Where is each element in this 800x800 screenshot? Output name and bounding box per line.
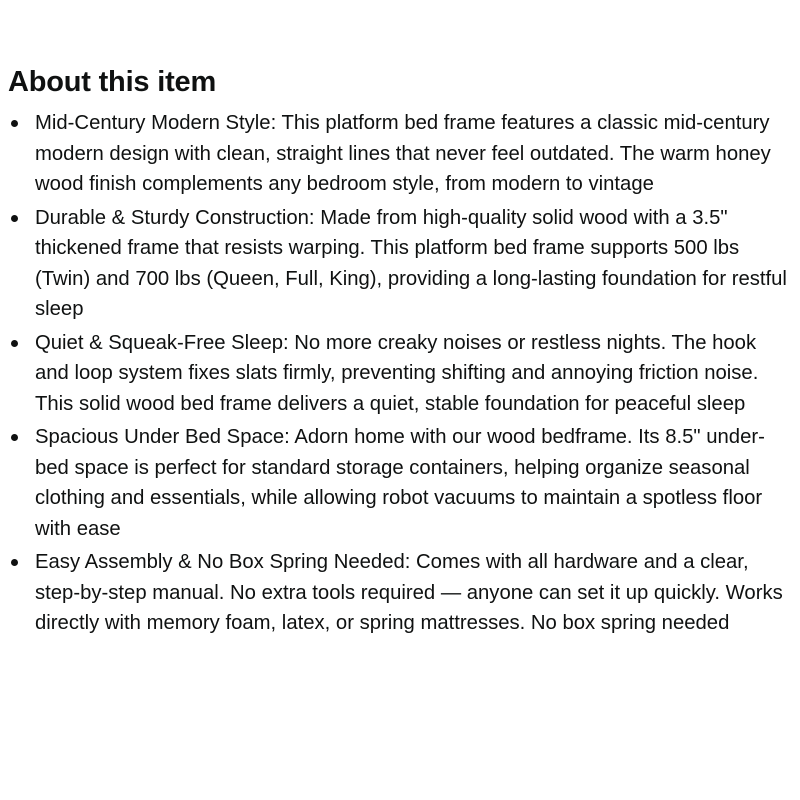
about-this-item-section [8,62,794,642]
bullet-dot-icon [11,120,18,127]
bullet-dot-icon [11,434,18,441]
feature-bullet-text: Quiet & Squeak-Free Sleep: No more creaky noises or restless nights. The hook and loop system fixes slats firmly, preventing shifting and annoying friction noise. This solid wood bed frame delivers a quiet, stable foundation for peaceful sleep [35,331,759,415]
section-heading: About this item [8,66,217,98]
feature-bullet [8,328,794,420]
feature-bullet [8,422,794,544]
feature-bullet-text: Mid-Century Modern Style: This platform bed frame features a classic mid-century modern design with clean, straight lines that never feel outdated. The warm honey wood finish complements any bedroom style, from modern to vintage [35,112,771,195]
feature-bullet-text: Durable & Sturdy Construction: Made from high-quality solid wood with a 3.5" thickened frame that resists warping. This platform bed frame supports 500 lbs (Twin) and 700 lbs (Queen, Full, King), providing a long-lasting foundation for restful sleep [35,206,787,320]
feature-bullet [8,547,794,639]
feature-bullet [8,108,794,200]
feature-bullet-text: Easy Assembly & No Box Spring Needed: Comes with all hardware and a clear, step-by-step manual. No extra tools required — anyone can set it up quickly. Works directly with memory foam, latex, or spring mattresses. No box spring needed [35,551,783,634]
feature-bullet [8,203,794,325]
bullet-dot-icon [11,215,18,222]
feature-bullet-text: Spacious Under Bed Space: Adorn home with our wood bedframe. Its 8.5" under-bed space is perfect for standard storage containers, helping organize seasonal clothing and essentials, while allowing robot vacuums to maintain a spotless floor with ease [35,426,765,540]
feature-bullet-list [8,108,794,639]
bullet-dot-icon [11,559,18,566]
bullet-dot-icon [11,340,18,347]
